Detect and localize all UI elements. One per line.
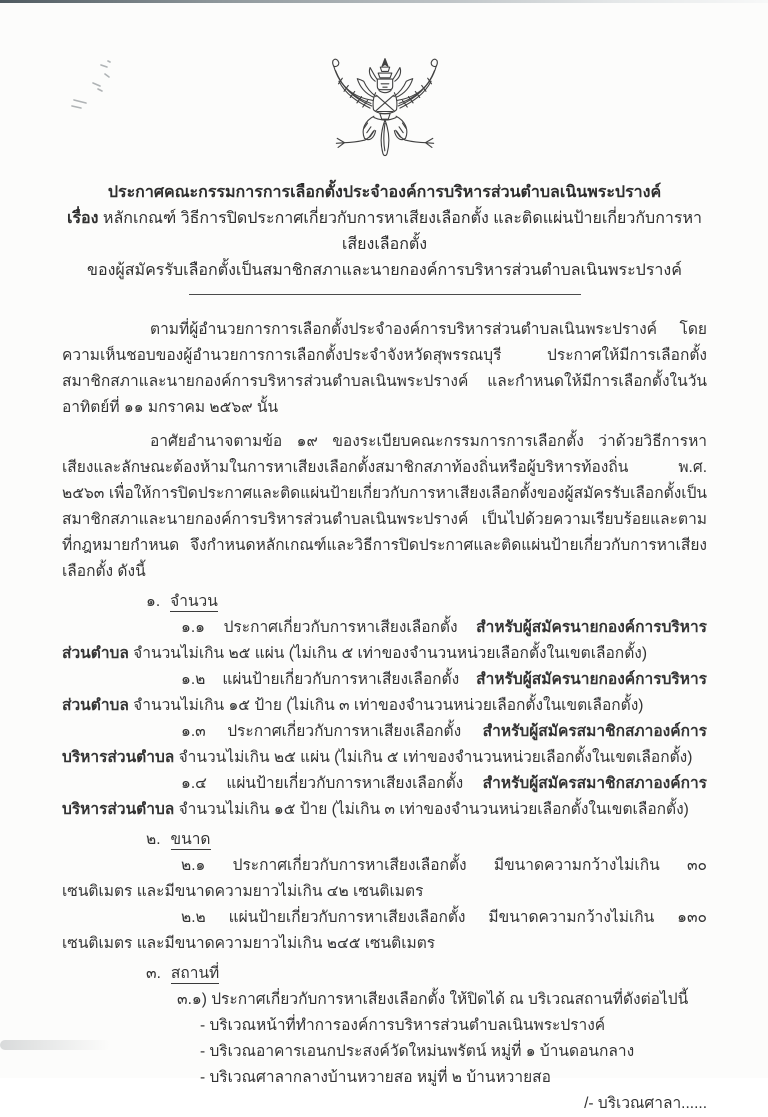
- section-3-label: สถานที่: [170, 965, 220, 982]
- section-2-number: ๒.: [146, 831, 161, 848]
- section-3-intro: ๓.๑) ประกาศเกี่ยวกับการหาเสียงเลือกตั้ง ให้ปิดได้ ณ บริเวณสถานที่ดังต่อไปนี้: [177, 991, 689, 1008]
- item-text: ๑.๔ แผ่นป้ายเกี่ยวกับการหาเสียงเลือกตั้ง: [181, 775, 483, 792]
- section-2-item-2: ๒.๒ แผ่นป้ายเกี่ยวกับการหาเสียงเลือกตั้ง มีขนาดความกว้างไม่เกิน ๑๓๐ เซนติเมตร และมีขนาดความยาวไม่เกิน ๒๔๕ เซนติเมตร: [62, 909, 707, 952]
- document-subject-line2: ของผู้สมัครรับเลือกตั้งเป็นสมาชิกสภาและนายกองค์การบริหารส่วนตำบลเนินพระปรางค์: [87, 262, 682, 279]
- section-1-number: ๑.: [146, 593, 161, 610]
- section-1-item-2: [62, 667, 707, 719]
- item-text: จำนวนไม่เกิน ๑๕ ป้าย (ไม่เกิน ๓ เท่าของจำนวนหน่วยเลือกตั้งในเขตเลือกตั้ง): [128, 697, 644, 714]
- item-text: ๑.๑ ประกาศเกี่ยวกับการหาเสียงเลือกตั้ง: [181, 619, 477, 636]
- subject-label: เรื่อง: [66, 210, 99, 227]
- section-1-heading: [146, 589, 707, 615]
- paragraph-authority: อาศัยอำนาจตามข้อ ๑๙ ของระเบียบคณะกรรมการการเลือกตั้ง ว่าด้วยวิธีการหาเสียงและลักษณะต้องห้ามในการหาเสียงเลือกตั้งสมาชิกสภาท้องถิ่นหรือผู้บริหารท้องถิ่น พ.ศ. ๒๕๖๓ เพื่อให้การปิดประกาศและติดแผ่นป้ายเกี่ยวกับการหาเสียงเลือกตั้งของผู้สมัครรับเลือกตั้งเป็นสมาชิกสภาและนายกองค์การบริหารส่วนตำบลเนินพระปรางค์ เป็นไปด้วยความเรียบร้อยและตามที่กฎหมายกำหนด จึงกำหนดหลักเกณฑ์และวิธีการปิดประกาศและติดแผ่นป้ายเกี่ยวกับการหาเสียงเลือกตั้ง ดังนี้: [62, 433, 707, 580]
- item-text: จำนวนไม่เกิน ๒๕ แผ่น (ไม่เกิน ๕ เท่าของจำนวนหน่วยเลือกตั้งในเขตเลือกตั้ง): [174, 749, 693, 766]
- location-item-1: - บริเวณหน้าที่ทำการองค์การบริหารส่วนตำบลเนินพระปรางค์: [200, 1017, 606, 1034]
- header-divider: [189, 294, 581, 295]
- section-1-item-1: [62, 615, 707, 667]
- document-header: [62, 180, 707, 284]
- item-bold-text: สำหรับผู้สมัครสมาชิกสภาองค์การบริหารส่วนตำบล: [62, 723, 707, 766]
- item-text: ๑.๒ แผ่นป้ายเกี่ยวกับการหาเสียงเลือกตั้ง: [181, 671, 477, 688]
- item-text: จำนวนไม่เกิน ๑๕ ป้าย (ไม่เกิน ๓ เท่าของจำนวนหน่วยเลือกตั้งในเขตเลือกตั้ง): [174, 801, 689, 818]
- section-1-item-4: [62, 771, 707, 823]
- garuda-emblem-icon: [321, 55, 449, 168]
- document-content: [62, 0, 707, 1117]
- paragraph-preamble: ตามที่ผู้อำนวยการการเลือกตั้งประจำองค์การบริหารส่วนตำบลเนินพระปรางค์ โดยความเห็นชอบของผู้อำนวยการการเลือกตั้งประจำจังหวัดสุพรรณบุรี ประกาศให้มีการเลือกตั้งสมาชิกสภาและนายกองค์การบริหารส่วนตำบลเนินพระปรางค์ และกำหนดให้มีการเลือกตั้งในวันอาทิตย์ที่ ๑๑ มกราคม ๒๕๖๙ นั้น: [62, 321, 707, 416]
- section-2-heading: [146, 827, 707, 853]
- document-title: ประกาศคณะกรรมการการเลือกตั้งประจำองค์การบริหารส่วนตำบลเนินพระปรางค์: [107, 184, 662, 201]
- continuation-note: /- บริเวณศาลา......: [584, 1095, 707, 1112]
- location-item-3: - บริเวณศาลากลางบ้านหวายสอ หมู่ที่ ๒ บ้านหวายสอ: [200, 1069, 551, 1086]
- section-3-number: ๓.: [146, 965, 161, 982]
- item-bold-text: สำหรับผู้สมัครสมาชิกสภาองค์การบริหารส่วนตำบล: [62, 775, 707, 818]
- section-1-label: จำนวน: [170, 593, 218, 610]
- item-text: ๑.๓ ประกาศเกี่ยวกับการหาเสียงเลือกตั้ง: [181, 723, 483, 740]
- section-1-item-3: [62, 719, 707, 771]
- section-2-item-1: ๒.๑ ประกาศเกี่ยวกับการหาเสียงเลือกตั้ง มีขนาดความกว้างไม่เกิน ๓๐ เซนติเมตร และมีขนาดความยาวไม่เกิน ๔๒ เซนติเมตร: [62, 857, 707, 900]
- section-2-label: ขนาด: [170, 831, 211, 848]
- section-3-heading: [146, 961, 707, 987]
- item-bold-text: สำหรับผู้สมัครนายกองค์การบริหารส่วนตำบล: [62, 619, 707, 662]
- item-text: จำนวนไม่เกิน ๒๕ แผ่น (ไม่เกิน ๕ เท่าของจำนวนหน่วยเลือกตั้งในเขตเลือกตั้ง): [128, 645, 647, 662]
- document-subject-line1: [62, 206, 707, 258]
- location-item-2: - บริเวณอาคารเอนกประสงค์วัดใหม่นพรัตน์ หมู่ที่ ๑ บ้านดอนกลาง: [200, 1043, 635, 1060]
- subject-text: หลักเกณฑ์ วิธีการปิดประกาศเกี่ยวกับการหาเสียงเลือกตั้ง และติดแผ่นป้ายเกี่ยวกับการหาเสียงเลือกตั้ง: [98, 210, 702, 253]
- item-bold-text: สำหรับผู้สมัครนายกองค์การบริหารส่วนตำบล: [62, 671, 707, 714]
